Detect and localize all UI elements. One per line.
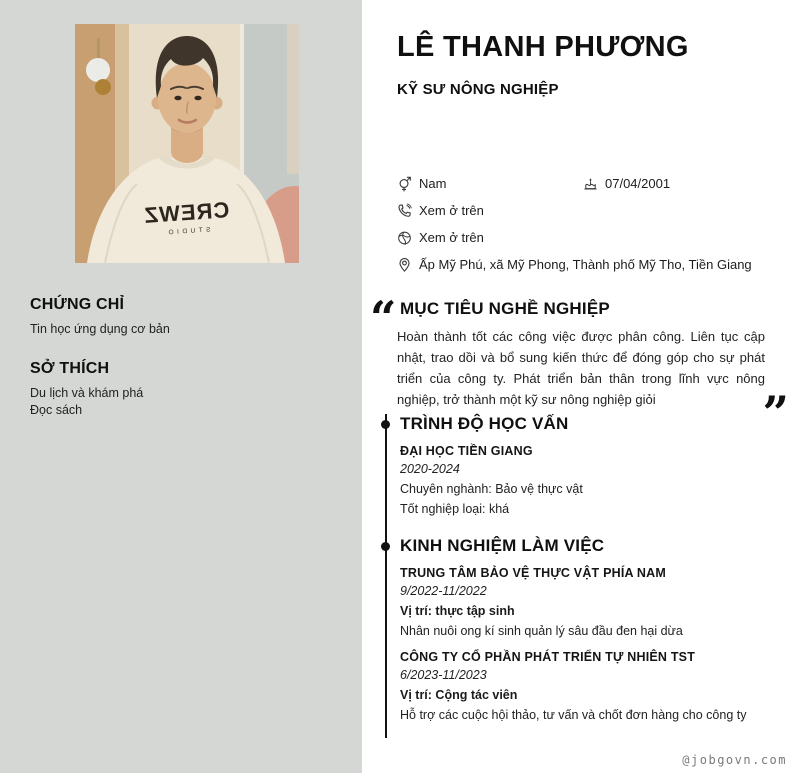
experience-heading: KINH NGHIỆM LÀM VIỆC [400, 536, 753, 556]
experience-position: Vị trí: Cộng tác viên [400, 688, 518, 702]
experience-section [400, 536, 753, 722]
objective-text: Hoàn thành tốt các công việc được phân công. Liên tục cập nhật, trao dồi và bổ sung kiến thức để đóng góp cho sự phát triển của công ty. Phát triển bản thân trong lĩnh vực nông nghiệp, trở thành một kỹ sư nông nghiệp giỏi [397, 329, 765, 407]
birthday-value: 07/04/2001 [605, 176, 671, 191]
education-school: ĐẠI HỌC TIỀN GIANG [400, 444, 533, 458]
objective-heading: MỤC TIÊU NGHỀ NGHIỆP [400, 299, 610, 318]
address-value: Ấp Mỹ Phú, xã Mỹ Phong, Thành phố Mỹ Tho, Tiền Giang [419, 257, 752, 272]
website-value: Xem ở trên [419, 230, 484, 245]
location-pin-icon [397, 257, 412, 273]
address-field [397, 257, 752, 273]
experience-period: 9/2022-11/2022 [400, 584, 487, 598]
phone-value: Xem ở trên [419, 203, 484, 218]
gender-icon [397, 176, 412, 192]
phone-field [397, 203, 484, 219]
candidate-name: LÊ THANH PHƯƠNG [397, 31, 689, 63]
contact-info [397, 170, 767, 278]
website-field [397, 230, 484, 246]
phone-icon [397, 203, 412, 219]
experience-entry [400, 650, 753, 722]
profile-photo [75, 24, 299, 263]
education-grade: Tốt nghiệp loại: khá [400, 502, 510, 516]
hobby-item: Đọc sách [30, 403, 83, 417]
experience-description: Hỗ trợ các cuộc hội thảo, tư vấn và chốt đơn hàng cho công ty [400, 708, 747, 722]
experience-period: 6/2023-11/2023 [400, 668, 487, 682]
objective-section [397, 299, 765, 410]
globe-icon [397, 230, 412, 246]
contact-row-address [397, 251, 767, 278]
education-heading: TRÌNH ĐỘ HỌC VẤN [400, 414, 753, 434]
contact-row-phone [397, 197, 767, 224]
sidebar-content [30, 296, 335, 418]
experience-company: TRUNG TÂM BẢO VỆ THỰC VẬT PHÍA NAM [400, 566, 667, 580]
experience-company: CÔNG TY CỔ PHẦN PHÁT TRIỂN TỰ NHIÊN TST [400, 650, 696, 664]
hobbies-heading: SỞ THÍCH [30, 360, 110, 377]
timeline [385, 414, 753, 738]
sidebar [0, 0, 362, 773]
shirt-text: CREWZ [142, 197, 231, 228]
education-section [400, 414, 753, 516]
education-period: 2020-2024 [400, 462, 460, 476]
experience-position: Vị trí: thực tập sinh [400, 604, 515, 618]
open-quote-icon [370, 295, 396, 341]
certificate-item: Tin học ứng dụng cơ bản [30, 322, 170, 336]
watermark: @jobgovn.com [682, 753, 787, 767]
experience-entry [400, 566, 753, 638]
gender-field [397, 176, 446, 192]
birthday-field [583, 170, 670, 197]
birthday-cake-icon [583, 176, 598, 192]
contact-row-website [397, 224, 767, 251]
certificates-heading: CHỨNG CHỈ [30, 296, 125, 313]
hobby-item: Du lịch và khám phá [30, 386, 144, 400]
experience-description: Nhân nuôi ong kí sinh quản lý sâu đầu đen hại dừa [400, 624, 683, 638]
main-column [362, 0, 800, 738]
education-major: Chuyên nghành: Bảo vệ thực vật [400, 482, 583, 496]
profile-photo-illustration [75, 24, 299, 263]
gender-value: Nam [419, 176, 447, 191]
close-quote-icon [763, 390, 789, 436]
job-title: KỸ SƯ NÔNG NGHIỆP [397, 81, 559, 98]
contact-row-gender-birthday [397, 170, 767, 197]
lamp-knob [95, 79, 111, 95]
lamp-glass [86, 58, 110, 82]
shirt-subtext: STUDIO [164, 226, 211, 237]
